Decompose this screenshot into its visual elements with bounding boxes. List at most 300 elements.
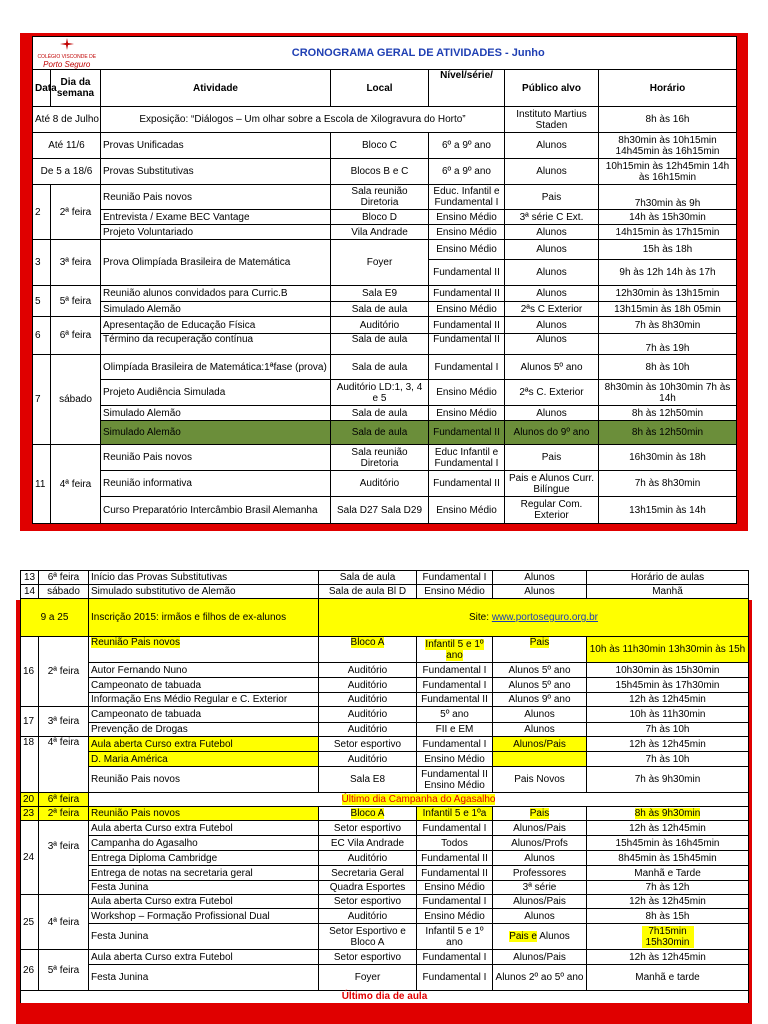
cell-atividade: Projeto Audiência Simulada: [101, 380, 331, 406]
cell-horario: 7h às 8h30min: [599, 317, 737, 334]
cell-horario: 8h45min às 15h45min: [587, 851, 749, 866]
cell-horario: 8h30min às 10h30min 7h às 14h: [599, 380, 737, 406]
cell-data: 25: [21, 895, 39, 950]
cell-publico: Alunos: [505, 240, 599, 260]
cell-dia: 4ª feira: [51, 445, 101, 524]
cell-publico: Alunos: [493, 723, 587, 737]
table-row: [21, 767, 749, 793]
cell-atividade: Simulado substitutivo de Alemão: [89, 585, 319, 599]
cell-data: 9 a 25: [21, 599, 89, 637]
cell-publico: 2ªs C. Exterior: [505, 380, 599, 406]
cell-atividade: Curso Preparatório Intercâmbio Brasil Alemanha: [101, 497, 331, 524]
page-2: [20, 570, 748, 1024]
cell-atividade: Apresentação de Educação Física: [101, 317, 331, 334]
col-publico: Público alvo: [505, 70, 599, 107]
table-row: [21, 723, 749, 737]
cell-atividade: Simulado Alemão: [101, 421, 331, 445]
cell-data: 2: [33, 185, 51, 240]
cell-nivel: Fundamental I: [417, 895, 493, 909]
cell-nivel: Ensino Médio: [429, 302, 505, 317]
cell-atividade: Campeonato de tabuada: [89, 678, 319, 693]
cell-horario: 15h45min às 17h30min: [587, 678, 749, 693]
cell-horario: 10h às 11h30min 13h30min às 15h: [587, 637, 749, 663]
table-row: [21, 793, 749, 807]
cell-publico: Alunos/Pais: [493, 950, 587, 965]
cell-atividade: Exposição: “Diálogos – Um olhar sobre a Escola de Xilogravura do Horto”: [101, 107, 505, 133]
table-row: [33, 497, 737, 524]
col-horario: Horário: [599, 70, 737, 107]
col-nivel: Nível/série/: [429, 70, 505, 107]
cell-atividade: Inscrição 2015: irmãos e filhos de ex-alunos: [89, 599, 319, 637]
cell-horario: 10h às 11h30min: [587, 707, 749, 723]
cell-atividade: Término da recuperação contínua: [101, 334, 331, 355]
cell-nivel: Fundamental II: [429, 421, 505, 445]
site-link[interactable]: www.portoseguro.org.br: [491, 612, 598, 623]
table-row: [21, 693, 749, 707]
cell-atividade: Festa Junina: [89, 924, 319, 950]
cell-dia: 2ª feira: [39, 807, 89, 821]
cell-nivel: Fundamental II: [417, 851, 493, 866]
cell-publico: Pais: [505, 185, 599, 210]
table-row: [33, 210, 737, 225]
cell-horario: 8h às 12h50min: [599, 421, 737, 445]
col-atividade: Atividade: [101, 70, 331, 107]
cell-horario: 12h às 12h45min: [587, 950, 749, 965]
cell-nivel: Ensino Médio: [417, 909, 493, 924]
table-row: [21, 866, 749, 881]
cell-nivel: Ensino Médio: [417, 881, 493, 895]
table-row: [33, 159, 737, 185]
cell-nivel: Ensino Médio: [417, 585, 493, 599]
cell-local: Auditório: [319, 723, 417, 737]
cell-local: Sala de aula: [331, 355, 429, 380]
cell-publico: Alunos 5º ano: [493, 663, 587, 678]
cell-dia: 4ª feira: [39, 895, 89, 950]
page-1: [20, 33, 748, 531]
highlighted-text: Pais: [529, 637, 550, 648]
table-row: [33, 286, 737, 302]
cell-data: Até 8 de Julho: [33, 107, 101, 133]
cell-local: Sala D27 Sala D29: [331, 497, 429, 524]
cell-nivel: Fundamental II: [429, 286, 505, 302]
cell-data: 13: [21, 571, 39, 585]
cell-publico: Alunos/Pais: [493, 821, 587, 836]
cell-nivel: Fundamental I: [417, 965, 493, 991]
cell-nivel: Fundamental II Ensino Médio: [417, 767, 493, 793]
site-label: Site:: [469, 612, 492, 623]
cell-horario: Manhã e tarde: [587, 965, 749, 991]
ultimo-dia-aula: Último dia de aula: [21, 991, 749, 1003]
table-row: [21, 571, 749, 585]
cell-horario: 12h às 12h45min: [587, 895, 749, 909]
cell-dia: 2ª feira: [51, 185, 101, 240]
cell-publico: [493, 924, 587, 950]
table-row: [33, 185, 737, 210]
cell-atividade: Reunião Pais novos: [89, 767, 319, 793]
cell-dia: 6ª feira: [39, 793, 89, 807]
table-row: [21, 924, 749, 950]
cell-publico: Alunos: [505, 133, 599, 159]
highlighted-text: Bloco A: [350, 637, 385, 648]
cell-publico: Alunos: [505, 286, 599, 302]
cell-local: Auditório: [319, 909, 417, 924]
schedule-table-page1: [32, 36, 737, 524]
cell-atividade: Reunião Pais novos: [89, 807, 319, 821]
cell-local: Auditório: [331, 471, 429, 497]
cell-atividade: Festa Junina: [89, 881, 319, 895]
cell-horario: 12h às 12h45min: [587, 821, 749, 836]
cell-local: Sala E8: [319, 767, 417, 793]
cell-atividade: Entrega Diploma Cambridge: [89, 851, 319, 866]
cell-local: Sala de aula: [331, 406, 429, 421]
cell-nivel: Fundamental I: [417, 663, 493, 678]
cell-horario: 12h às 12h45min: [587, 693, 749, 707]
cell-nivel: Fundamental I: [417, 737, 493, 752]
table-row: [21, 895, 749, 909]
col-local: Local: [331, 70, 429, 107]
cell-atividade: Informação Ens Médio Regular e C. Exterior: [89, 693, 319, 707]
cell-local: Auditório LD:1, 3, 4 e 5: [331, 380, 429, 406]
cell-publico: Alunos: [493, 585, 587, 599]
cell-publico: Alunos: [493, 851, 587, 866]
cell-horario: 7h às 12h: [587, 881, 749, 895]
highlighted-text: 7h15min 15h30min: [642, 926, 694, 948]
cell-atividade: Prova Olimpíada Brasileira de Matemática: [101, 240, 331, 286]
cell-publico: 2ªs C Exterior: [505, 302, 599, 317]
cell-horario: 8h às 16h: [599, 107, 737, 133]
cell-horario: 13h15min às 18h 05min: [599, 302, 737, 317]
cell-atividade: Aula aberta Curso extra Futebol: [89, 737, 319, 752]
table-row: [21, 707, 749, 723]
cell-horario: 8h às 10h: [599, 355, 737, 380]
cell-publico: Alunos: [505, 406, 599, 421]
cell-horario: 7h às 10h: [587, 752, 749, 767]
cell-nivel: Todos: [417, 836, 493, 851]
cell-local: Sala de aula: [331, 421, 429, 445]
cell-atividade: Reunião Pais novos: [101, 185, 331, 210]
table-row: [21, 678, 749, 693]
cell-publico: Alunos 9º ano: [493, 693, 587, 707]
cell-nivel: Ensino Médio: [417, 752, 493, 767]
cell-local: [319, 807, 417, 821]
cell-atividade: Entrevista / Exame BEC Vantage: [101, 210, 331, 225]
table-row: [33, 133, 737, 159]
table-row: [33, 225, 737, 240]
col-data: Data: [33, 70, 51, 107]
cell-local: Setor esportivo: [319, 895, 417, 909]
cell-nivel: Fundamental I: [417, 950, 493, 965]
col-dia: Dia da semana: [51, 70, 101, 107]
cell-horario: 16h30min às 18h: [599, 445, 737, 471]
cell-local: Sala reunião Diretoria: [331, 445, 429, 471]
cell-publico: Instituto Martius Staden: [505, 107, 599, 133]
table-row: [21, 881, 749, 895]
cell-horario: 10h30min às 15h30min: [587, 663, 749, 678]
cell-local: Sala de aula: [319, 571, 417, 585]
cell-nivel: Ensino Médio: [429, 406, 505, 421]
cell-horario: 7h às 19h: [599, 334, 737, 355]
cross-icon: [60, 38, 74, 50]
cell-publico: Pais: [505, 445, 599, 471]
cell-local: Blocos B e C: [331, 159, 429, 185]
cell-atividade: Aula aberta Curso extra Futebol: [89, 895, 319, 909]
table-row: [33, 380, 737, 406]
cell-atividade: Campeonato de tabuada: [89, 707, 319, 723]
cell-publico: Alunos 5º ano: [505, 355, 599, 380]
cell-data: Até 11/6: [33, 133, 101, 159]
cell-local: Auditório: [319, 752, 417, 767]
cell-horario: 12h30min às 13h15min: [599, 286, 737, 302]
cell-publico: Alunos: [505, 334, 599, 355]
cell-dia: 3ª feira: [51, 240, 101, 286]
cell-local: Bloco C: [331, 133, 429, 159]
cell-data: De 5 a 18/6: [33, 159, 101, 185]
cell-local: Vila Andrade: [331, 225, 429, 240]
cell-atividade: Entrega de notas na secretaria geral: [89, 866, 319, 881]
cell-local: Foyer: [331, 240, 429, 286]
cell-dia: 3ª feira: [39, 821, 89, 895]
table-row: [21, 851, 749, 866]
cell-dia: 5ª feira: [39, 950, 89, 991]
cell-nivel: Fundamental II: [429, 334, 505, 355]
cell-local: Bloco D: [331, 210, 429, 225]
cell-nivel: Ensino Médio: [429, 225, 505, 240]
cell-publico: [493, 637, 587, 663]
cell-atividade: Simulado Alemão: [101, 406, 331, 421]
cell-dia: 3ª feira: [39, 707, 89, 737]
table-row: [21, 807, 749, 821]
publico-rest: Alunos: [536, 931, 570, 942]
cell-local: Setor Esportivo e Bloco A: [319, 924, 417, 950]
cell-nivel: Fundamental I: [417, 678, 493, 693]
cell-nivel: Ensino Médio: [429, 497, 505, 524]
cell-horario: 9h às 12h 14h às 17h: [599, 260, 737, 286]
cell-data: 17: [21, 707, 39, 737]
cell-local: Auditório: [319, 707, 417, 723]
cell-horario: 8h às 12h50min: [599, 406, 737, 421]
cell-horario: 15h às 18h: [599, 240, 737, 260]
cell-atividade: Provas Substitutivas: [101, 159, 331, 185]
table-row: [21, 950, 749, 965]
cell-data: 3: [33, 240, 51, 286]
table-row-inscricao: [21, 599, 749, 637]
cell-dia: sábado: [39, 585, 89, 599]
cell-data: 16: [21, 637, 39, 707]
cell-atividade: [89, 637, 319, 663]
highlighted-text: Pais e: [509, 931, 537, 942]
cell-publico: Pais Novos: [493, 767, 587, 793]
cell-atividade: Reunião informativa: [101, 471, 331, 497]
table-row: [21, 821, 749, 836]
cell-horario: 7h às 8h30min: [599, 471, 737, 497]
logo: [33, 37, 101, 70]
cell-data: 24: [21, 821, 39, 895]
cell-atividade: Início das Provas Substitutivas: [89, 571, 319, 585]
cell-horario: Manhã: [587, 585, 749, 599]
cell-local: Sala de aula: [331, 334, 429, 355]
cell-dia: sábado: [51, 355, 101, 445]
cell-atividade: D. Maria América: [89, 752, 319, 767]
cell-atividade: Autor Fernando Nuno: [89, 663, 319, 678]
cell-publico: Alunos: [505, 260, 599, 286]
cell-local: Secretaria Geral: [319, 866, 417, 881]
cell-dia: 2ª feira: [39, 637, 89, 707]
cell-nivel: Ensino Médio: [429, 210, 505, 225]
cell-horario: 15h45min às 16h45min: [587, 836, 749, 851]
cell-horario: 7h às 9h30min: [587, 767, 749, 793]
table-row: [33, 317, 737, 334]
cell-local: EC Vila Andrade: [319, 836, 417, 851]
cell-nivel: Fundamental II: [417, 693, 493, 707]
cell-dia: 6ª feira: [51, 317, 101, 355]
table-row: [21, 965, 749, 991]
table-row-highlighted: [33, 421, 737, 445]
cell-dia: 4ª feira: [39, 737, 89, 793]
cell-atividade: Projeto Voluntariado: [101, 225, 331, 240]
cell-nivel: Infantil 5 e 1º ano: [417, 924, 493, 950]
cell-horario: [587, 807, 749, 821]
cell-publico: Regular Com. Exterior: [505, 497, 599, 524]
cell-publico: 3ª série C Ext.: [505, 210, 599, 225]
cell-local: Sala de aula: [331, 302, 429, 317]
table-row: [21, 909, 749, 924]
highlighted-text: Pais: [529, 808, 550, 819]
table-row: [33, 471, 737, 497]
highlighted-text: Infantil 5 e 1º ano: [425, 638, 484, 661]
table-row: [21, 752, 749, 767]
highlighted-text: 8h às 9h30min: [634, 808, 701, 819]
cell-publico: Alunos 2º ao 5º ano: [493, 965, 587, 991]
cell-atividade: Simulado Alemão: [101, 302, 331, 317]
highlighted-text: Bloco A: [350, 808, 385, 819]
cell-atividade: Olimpíada Brasileira de Matemática:1ªfase (prova): [101, 355, 331, 380]
cell-aviso: [89, 793, 749, 807]
cell-local: Auditório: [331, 317, 429, 334]
cell-data: 7: [33, 355, 51, 445]
table-row: [21, 663, 749, 678]
cell-local: Auditório: [319, 851, 417, 866]
cell-horario: 10h15min às 12h45min 14h às 16h15min: [599, 159, 737, 185]
table-row: [21, 991, 749, 1003]
cell-local: Auditório: [319, 693, 417, 707]
highlighted-text: Último dia Campanha do Agasalho: [341, 794, 496, 805]
cell-horario: 14h15min às 17h15min: [599, 225, 737, 240]
cell-dia: 5ª feira: [51, 286, 101, 317]
schedule-table-page2: [20, 570, 749, 1003]
cell-publico: Professores: [493, 866, 587, 881]
cell-publico: Alunos: [505, 225, 599, 240]
cell-local: Auditório: [319, 678, 417, 693]
cell-data: 20: [21, 793, 39, 807]
cell-publico: Alunos: [505, 317, 599, 334]
cell-publico: [493, 807, 587, 821]
cell-horario: [587, 924, 749, 950]
cell-local: Sala reunião Diretoria: [331, 185, 429, 210]
table-row: [33, 445, 737, 471]
cell-atividade: Aula aberta Curso extra Futebol: [89, 950, 319, 965]
cell-local: Auditório: [319, 663, 417, 678]
cell-local: Setor esportivo: [319, 737, 417, 752]
cell-publico: Pais e Alunos Curr. Bilíngue: [505, 471, 599, 497]
cell-data: 26: [21, 950, 39, 991]
cell-atividade: Aula aberta Curso extra Futebol: [89, 821, 319, 836]
table-row: [21, 737, 749, 752]
cell-publico: Alunos/Pais: [493, 895, 587, 909]
cell-nivel: Educ. Infantil e Fundamental I: [429, 185, 505, 210]
table-row: [33, 107, 737, 133]
cell-nivel: Ensino Médio: [429, 240, 505, 260]
cell-publico: Alunos/Profs: [493, 836, 587, 851]
cell-nivel: Fundamental II: [429, 260, 505, 286]
cell-horario: Manhã e Tarde: [587, 866, 749, 881]
table-row: [33, 355, 737, 380]
cell-nivel: [417, 637, 493, 663]
highlighted-text: Reunião Pais novos: [91, 637, 180, 648]
cell-atividade: Prevenção de Drogas: [89, 723, 319, 737]
cell-nivel: Fundamental II: [429, 471, 505, 497]
table-row: [33, 302, 737, 317]
cell-local: Sala E9: [331, 286, 429, 302]
cell-publico: Alunos: [493, 707, 587, 723]
cell-horario: Horário de aulas: [587, 571, 749, 585]
cell-publico: Alunos: [493, 909, 587, 924]
cell-horario: 12h às 12h45min: [587, 737, 749, 752]
cell-nivel: Educ Infantil e Fundamental I: [429, 445, 505, 471]
table-row: [21, 585, 749, 599]
cell-local: Foyer: [319, 965, 417, 991]
table-row: [21, 637, 749, 663]
cell-atividade: Festa Junina: [89, 965, 319, 991]
cell-data: 23: [21, 807, 39, 821]
cell-data: 18: [21, 737, 39, 793]
cell-nivel: 6º a 9º ano: [429, 159, 505, 185]
logo-text: Porto Seguro: [43, 59, 91, 69]
cell-nivel: Fundamental I: [417, 571, 493, 585]
cell-data: 14: [21, 585, 39, 599]
cell-atividade: Provas Unificadas: [101, 133, 331, 159]
cell-publico: Alunos: [493, 571, 587, 585]
cell-data: 6: [33, 317, 51, 355]
cell-local: Quadra Esportes: [319, 881, 417, 895]
table-row: [33, 406, 737, 421]
cell-nivel: Fundamental I: [429, 355, 505, 380]
cell-nivel: Fundamental I: [417, 821, 493, 836]
cell-atividade: Workshop – Formação Profissional Dual: [89, 909, 319, 924]
cell-atividade: Campanha do Agasalho: [89, 836, 319, 851]
cell-publico: [493, 752, 587, 767]
cell-horario: 7h às 10h: [587, 723, 749, 737]
cell-data: 5: [33, 286, 51, 317]
cell-publico: Alunos 5º ano: [493, 678, 587, 693]
cell-nivel: FII e EM: [417, 723, 493, 737]
cell-publico: Alunos/Pais: [493, 737, 587, 752]
cell-atividade: Reunião Pais novos: [101, 445, 331, 471]
cell-publico: 3ª série: [493, 881, 587, 895]
table-row: [33, 240, 737, 260]
cell-nivel: Fundamental II: [429, 317, 505, 334]
cell-local: Sala de aula Bl D: [319, 585, 417, 599]
logo-subtext: COLÉGIO VISCONDE DE: [37, 53, 97, 60]
cell-horario: 7h30min às 9h: [599, 185, 737, 210]
school-logo: [37, 38, 96, 69]
cell-nivel: Ensino Médio: [429, 380, 505, 406]
cell-horario: 8h30min às 10h15min 14h45min às 16h15min: [599, 133, 737, 159]
cell-nivel: Fundamental II: [417, 866, 493, 881]
cell-local: Setor esportivo: [319, 950, 417, 965]
cell-horario: 14h às 15h30min: [599, 210, 737, 225]
cell-horario: 8h às 15h: [587, 909, 749, 924]
cell-publico: Alunos: [505, 159, 599, 185]
